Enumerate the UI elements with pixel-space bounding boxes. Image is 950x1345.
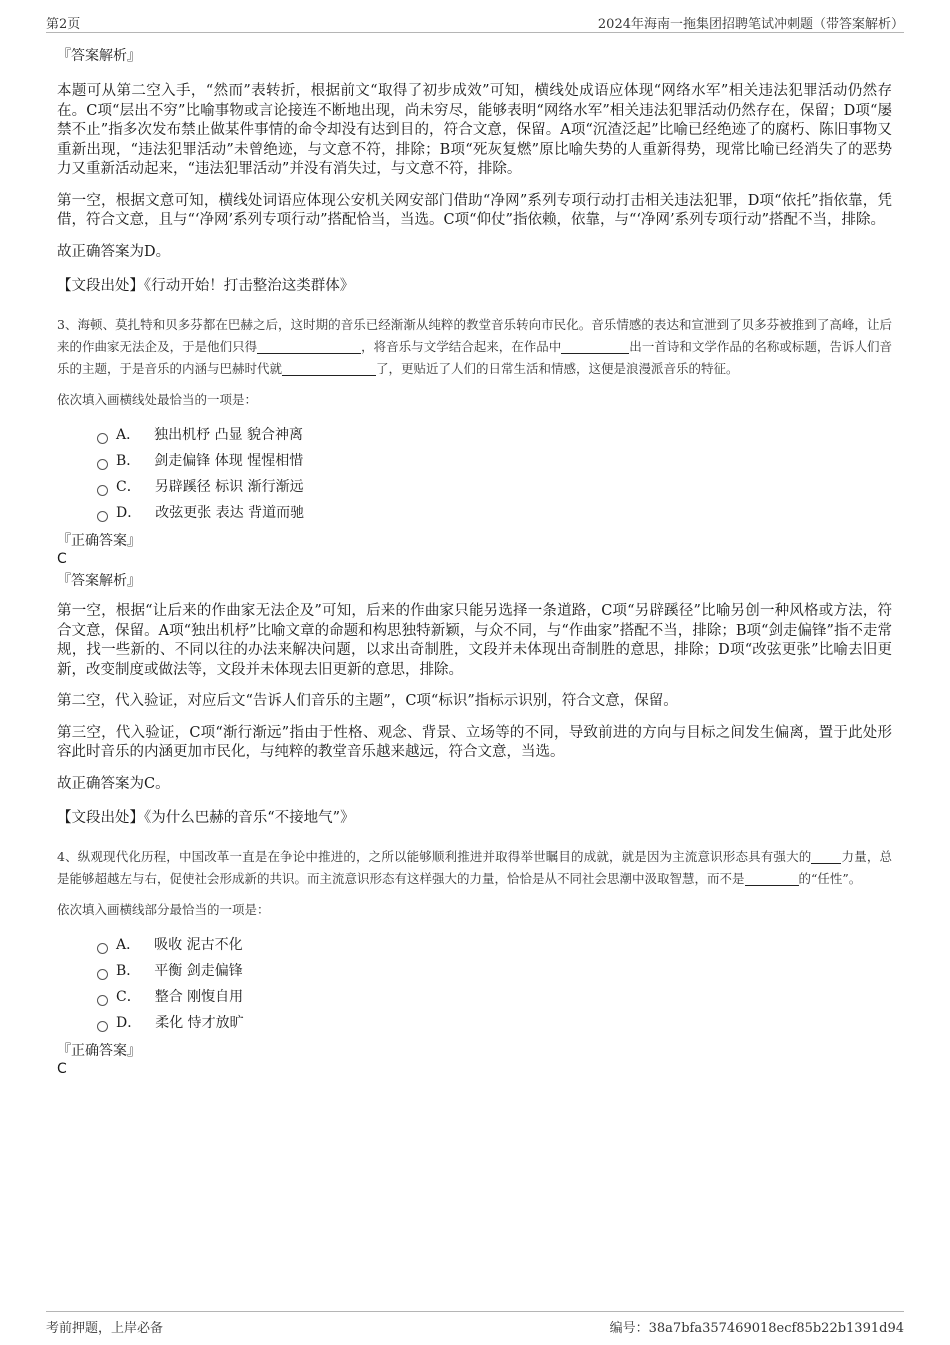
- correct-answer-label: 『正确答案』: [57, 533, 141, 549]
- option-d[interactable]: D． 柔化 恃才放旷: [97, 1010, 892, 1036]
- analysis-paragraph: 本题可从第二空入手，“然而”表转折，根据前文“取得了初步成效”可知，横线处成语应体现“网络水军”相关违法犯罪活动仍然存在。C项“层出不穷”比喻事物或言论接连不断地出现，尚未穷尽，能够表明“网络水军”相关违法犯罪活动仍然存在，保留；D项“屡禁不止”指多次发布禁止做某件事情的命令却没有达到目的，符合文意，保留。A项“沉渣泛起”比喻已经绝迹了的腐朽、陈旧事物又重新出现，“违法犯罪活动”未曾绝迹，与文意不符，排除；B项“死灰复燃”原比喻失势的人重新得势，现常比喻已经消失了的恶势力又重新活动起来，“违法犯罪活动”并没有消失过，与文意不符，排除。: [57, 83, 892, 177]
- option-a[interactable]: A． 吸收 泥古不化: [97, 932, 892, 958]
- correct-answer: C: [57, 551, 67, 567]
- correct-answer: C: [57, 1061, 67, 1077]
- option-b[interactable]: B． 剑走偏锋 体现 惺惺相惜: [97, 448, 892, 474]
- analysis-label: 『答案解析』: [57, 48, 141, 64]
- radio-icon[interactable]: [97, 969, 108, 980]
- page-number: 第2页: [46, 17, 81, 32]
- option-c[interactable]: C． 整合 刚愎自用: [97, 984, 892, 1010]
- radio-icon[interactable]: [97, 995, 108, 1006]
- radio-icon[interactable]: [97, 433, 108, 444]
- fill-blank: [811, 849, 841, 864]
- option-d[interactable]: D． 改弦更张 表达 背道而驰: [97, 500, 892, 526]
- radio-icon[interactable]: [97, 1021, 108, 1032]
- document-title: 2024年海南一拖集团招聘笔试冲刺题（带答案解析）: [597, 17, 904, 32]
- footer-slogan: 考前押题，上岸必备: [46, 1321, 164, 1336]
- analysis-paragraph: 第一空，根据文意可知，横线处词语应体现公安机关网安部门借助“净网”系列专项行动打击相关违法犯罪，D项“依托”指依靠，凭借，符合文意，且与“‘净网’系列专项行动”搭配恰当，当选。C项“仰仗”指依赖，依靠，与“‘净网’系列专项行动”搭配不当，排除。: [57, 192, 892, 228]
- page-header: [46, 10, 904, 33]
- option-c[interactable]: C． 另辟蹊径 标识 渐行渐远: [97, 474, 892, 500]
- analysis-paragraph: 第三空，代入验证，C项“渐行渐远”指由于性格、观念、背景、立场等的不同，导致前进的方向与目标之间发生偏离，置于此处形容此时音乐的内涵更加市民化，与纯粹的教堂音乐越来越远，符合文意，当选。: [57, 724, 892, 760]
- fill-blank: [561, 339, 629, 354]
- radio-icon[interactable]: [97, 485, 108, 496]
- document-code: 编号：38a7bfa357469018ecf85b22b1391d94: [609, 1321, 904, 1336]
- correct-answer-label: 『正确答案』: [57, 1043, 141, 1059]
- option-b[interactable]: B． 平衡 剑走偏锋: [97, 958, 892, 984]
- fill-blank: [257, 339, 361, 354]
- analysis-label: 『答案解析』: [57, 573, 141, 589]
- radio-icon[interactable]: [97, 459, 108, 470]
- option-list: [97, 932, 892, 1036]
- analysis-conclusion: 故正确答案为C。: [57, 775, 170, 792]
- question-text: 3、海顿、莫扎特和贝多芬都在巴赫之后，这时期的音乐已经渐渐从纯粹的教堂音乐转向市民化。音乐情感的表达和宣泄到了贝多芬被推到了高峰，让后来的作曲家无法企及，于是他们只得 ，将音乐与文学结合起来，在作品中 出一首诗和文学作品的名称或标题，告诉人们音乐的主题，于是音乐的内涵与巴赫时代就 了，更贴近了人们的日常生活和情感，这便是浪漫派音乐的特征。: [57, 317, 892, 376]
- question-prompt: 依次填入画横线处最恰当的一项是：: [57, 392, 258, 407]
- passage-source: 【文段出处】《为什么巴赫的音乐“不接地气”》: [57, 810, 355, 826]
- fill-blank: [745, 871, 799, 886]
- radio-icon[interactable]: [97, 511, 108, 522]
- page-footer: [46, 1311, 904, 1336]
- page-content: [57, 46, 892, 1082]
- option-a[interactable]: A． 独出机杼 凸显 貌合神离: [97, 422, 892, 448]
- fill-blank: [282, 361, 376, 376]
- analysis-paragraph: 第一空，根据“让后来的作曲家无法企及”可知，后来的作曲家只能另选择一条道路，C项“另辟蹊径”比喻另创一种风格或方法，符合文意，保留。A项“独出机杼”比喻文章的命题和构思独特新颖，与众不同，与“作曲家”搭配不当，排除；B项“剑走偏锋”指不走常规，找一些新的、不同以往的办法来解决问题，以求出奇制胜，文段并未体现出奇制胜的意思，排除；D项“改弦更张”比喻去旧更新，改变制度或做法等，文段并未体现去旧更新的意思，排除。: [57, 603, 892, 678]
- question-4: [57, 846, 892, 1078]
- analysis-paragraph: 第二空，代入验证，对应后文“告诉人们音乐的主题”，C项“标识”指标示识别，符合文意，保留。: [57, 693, 678, 709]
- radio-icon[interactable]: [97, 943, 108, 954]
- question-prompt: 依次填入画横线部分最恰当的一项是：: [57, 902, 270, 917]
- question-3: [57, 314, 892, 828]
- question-text: 4、纵观现代化历程，中国改革一直是在争论中推进的，之所以能够顺利推进并取得举世瞩目的成就，就是因为主流意识形态具有强大的 力量，总是能够超越左与右，促使社会形成新的共识。而主流意识形态有这样强大的力量，恰恰是从不同社会思潮中汲取智慧，而不是 的“任性”。: [57, 849, 892, 886]
- passage-source: 【文段出处】《行动开始！打击整治这类群体》: [57, 278, 355, 294]
- option-list: [97, 422, 892, 526]
- prev-question-explanation: [57, 46, 892, 296]
- analysis-conclusion: 故正确答案为D。: [57, 243, 171, 260]
